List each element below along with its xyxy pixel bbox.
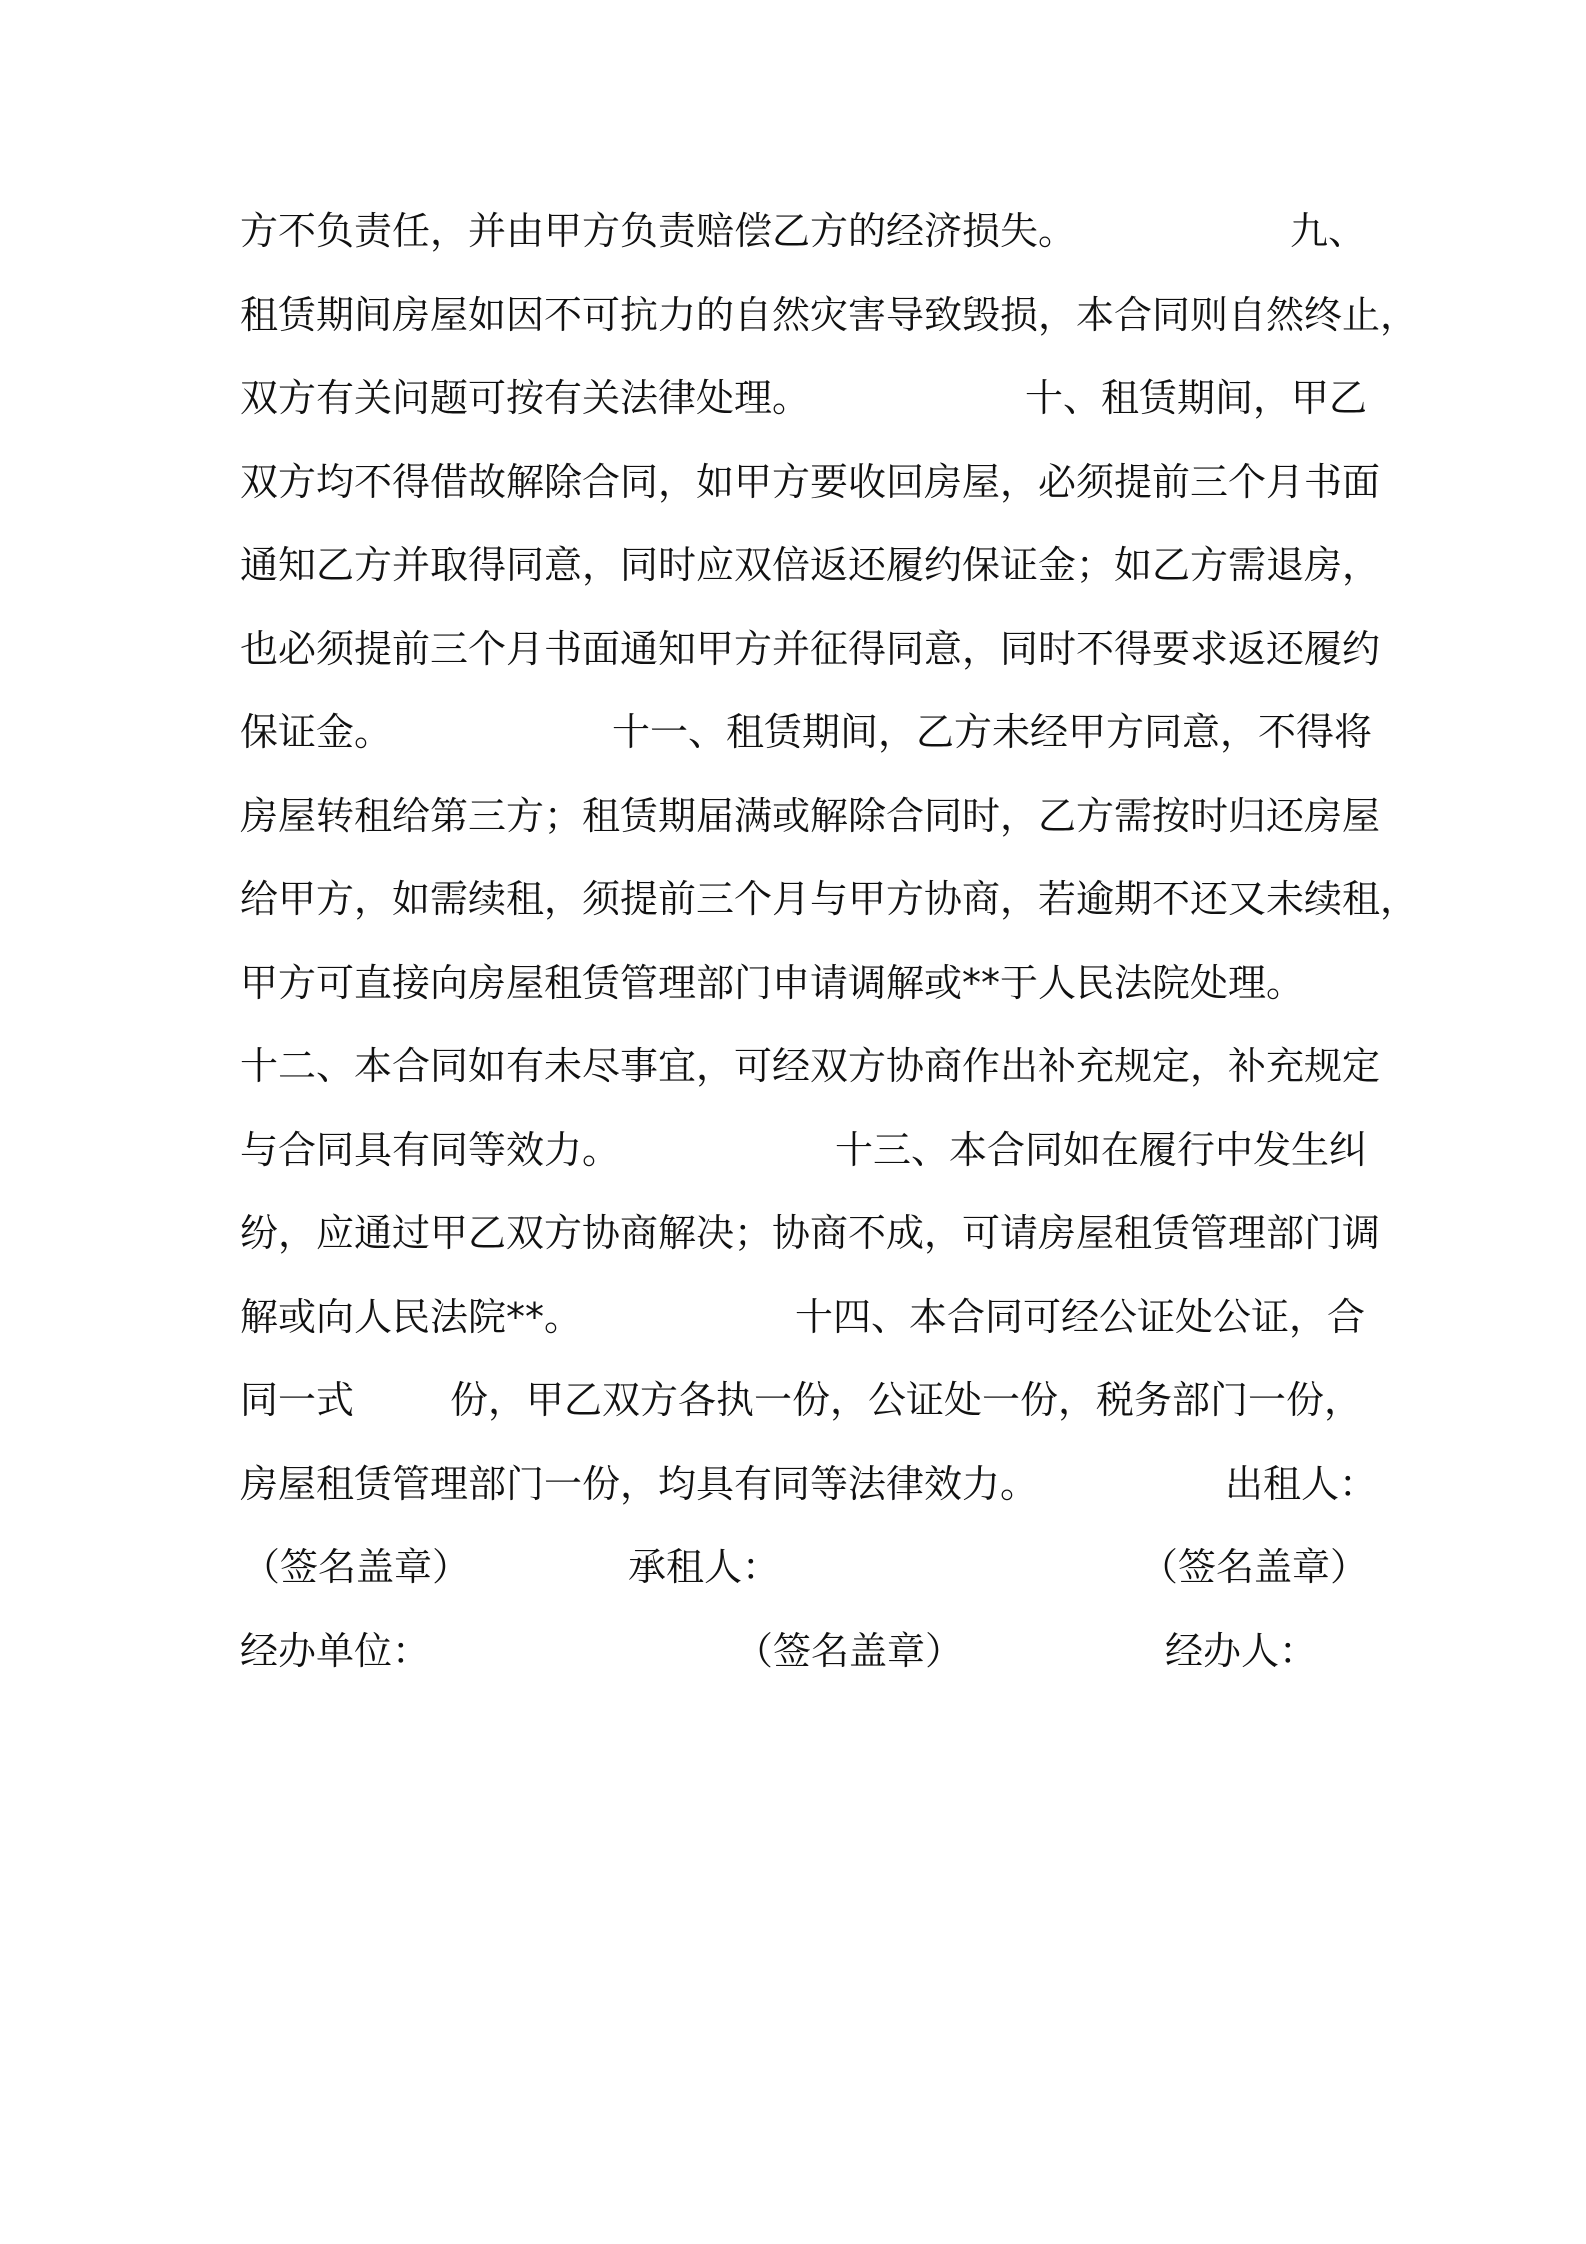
text-segment: 通知乙方并取得同意，同时应双倍返还履约保证金；如乙方需退房， — [240, 543, 1381, 587]
text-segment: 出租人： — [1225, 1461, 1378, 1506]
text-segment: 同一式 — [240, 1378, 355, 1422]
text-line — [240, 952, 1380, 1036]
text-segment: （签名盖章） — [1140, 1545, 1369, 1589]
text-segment: 与合同具有同等效力。 — [240, 1127, 621, 1172]
text-segment: 承租人： — [628, 1545, 781, 1589]
text-segment: 给甲方，如需续租，须提前三个月与甲方协商，若逾期不还又未续租， — [240, 877, 1419, 921]
text-segment: 方不负责任，并由甲方负责赔偿乙方的经济损失。 — [240, 209, 1077, 253]
contract-text — [240, 200, 1419, 1703]
text-segment: （签名盖章） — [735, 1628, 964, 1673]
text-line — [240, 785, 1380, 869]
text-line — [240, 1620, 1380, 1704]
text-line — [240, 1536, 1380, 1620]
text-line — [240, 367, 1380, 451]
text-segment: 也必须提前三个月书面通知甲方并征得同意，同时不得要求返还履约 — [240, 626, 1381, 671]
text-segment: 十四、本合同可经公证处公证，合 — [795, 1294, 1366, 1339]
text-line — [240, 701, 1380, 785]
text-line — [240, 534, 1380, 618]
text-line — [240, 1119, 1380, 1203]
text-segment: 经办单位： — [240, 1628, 431, 1673]
text-segment: 解或向人民法院**。 — [240, 1294, 583, 1339]
text-segment: 经办人： — [1165, 1628, 1318, 1673]
text-segment: 纷，应通过甲乙双方协商解决；协商不成，可请房屋租赁管理部门调 — [240, 1211, 1381, 1255]
text-segment: 九、 — [1290, 209, 1367, 253]
text-segment: 十二、本合同如有未尽事宜，可经双方协商作出补充规定，补充规定 — [240, 1044, 1381, 1088]
text-segment: 房屋转租给第三方；租赁期届满或解除合同时，乙方需按时归还房屋 — [240, 793, 1381, 838]
text-segment: 十三、本合同如在履行中发生纠 — [835, 1127, 1368, 1172]
text-segment: 十一、租赁期间，乙方未经甲方同意，不得将 — [612, 710, 1373, 754]
text-segment: （签名盖章） — [242, 1545, 471, 1589]
text-segment: 十、租赁期间，甲乙 — [1025, 376, 1368, 420]
text-line — [240, 1202, 1380, 1286]
text-segment: 房屋租赁管理部门一份，均具有同等法律效力。 — [240, 1461, 1039, 1506]
text-segment: 甲方可直接向房屋租赁管理部门申请调解或**于人民法院处理。 — [240, 960, 1305, 1005]
text-segment: 份，甲乙双方各执一份，公证处一份，税务部门一份， — [450, 1378, 1363, 1422]
text-line — [240, 618, 1380, 702]
text-line — [240, 1453, 1380, 1537]
text-segment: 保证金。 — [240, 710, 393, 754]
text-segment: 双方有关问题可按有关法律处理。 — [240, 376, 811, 420]
text-line — [240, 1369, 1380, 1453]
text-line — [240, 1035, 1380, 1119]
text-line — [240, 200, 1380, 284]
text-segment: 租赁期间房屋如因不可抗力的自然灾害导致毁损，本合同则自然终止， — [240, 292, 1419, 337]
text-line — [240, 284, 1419, 368]
text-line — [240, 1286, 1380, 1370]
text-line — [240, 868, 1419, 952]
text-line — [240, 451, 1380, 535]
text-segment: 双方均不得借故解除合同，如甲方要收回房屋，必须提前三个月书面 — [240, 459, 1381, 504]
